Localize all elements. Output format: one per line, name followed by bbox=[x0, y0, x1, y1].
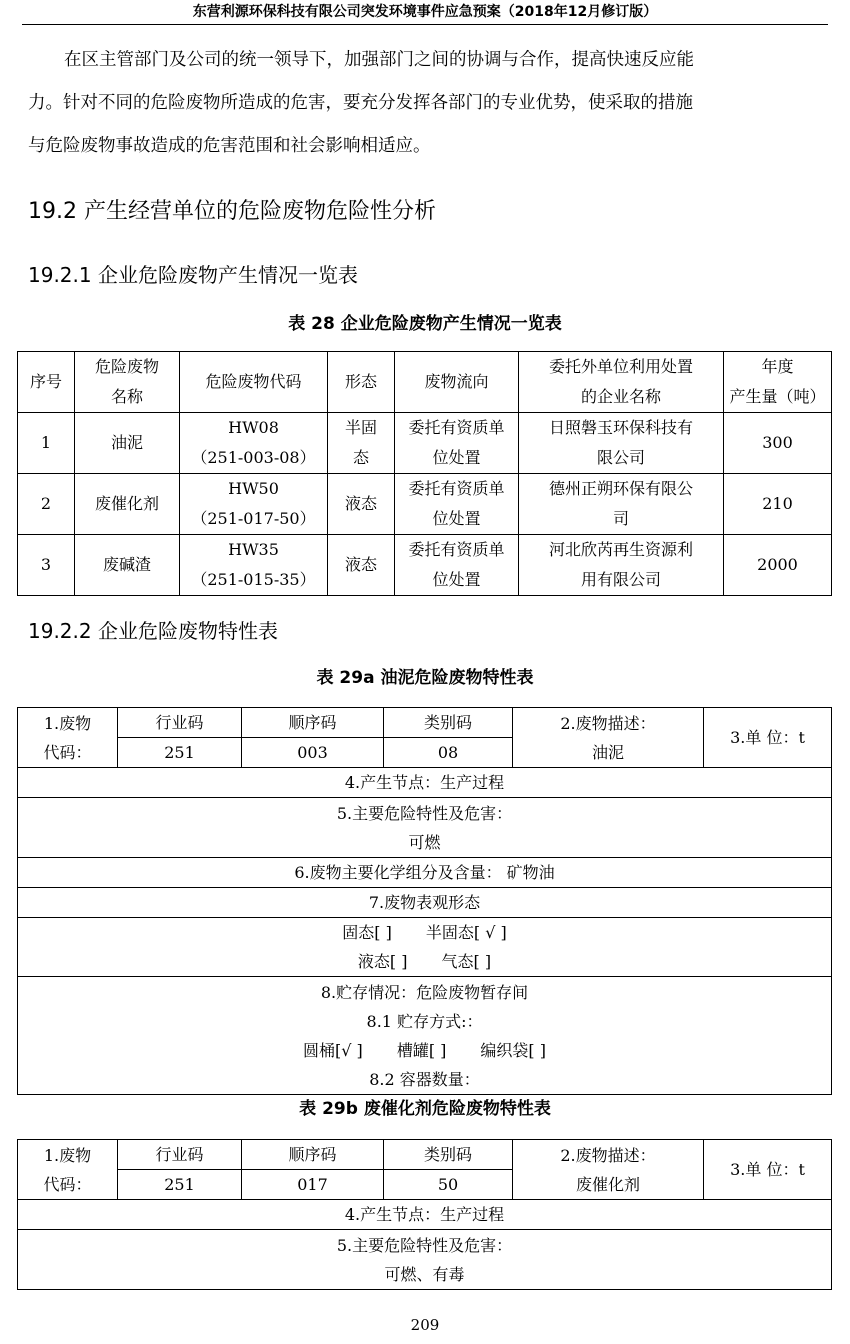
bag-option: 编织袋[ ] bbox=[480, 1040, 546, 1060]
section-heading-19-2-2: 19.2.2 企业危险废物特性表 bbox=[28, 619, 278, 643]
liquid-option: 液态[ ] bbox=[357, 952, 408, 971]
cell-flow: 委托有资质单 位处置 bbox=[395, 474, 519, 535]
table-29a-caption: 表 29a 油泥危险废物特性表 bbox=[316, 668, 534, 688]
header-code: 危险废物代码 bbox=[180, 352, 328, 413]
cell-code: HW35 （251-015-35） bbox=[180, 535, 328, 596]
cell-form: 液态 bbox=[328, 474, 395, 535]
industry-code: 251 bbox=[118, 1170, 242, 1200]
cell-enterprise: 德州正朔环保有限公 司 bbox=[519, 474, 724, 535]
section-heading-19-2: 19.2 产生经营单位的危险废物危险性分析 bbox=[28, 199, 436, 224]
page-number: 209 bbox=[410, 1316, 440, 1334]
cell-enterprise: 日照磐玉环保科技有 限公司 bbox=[519, 413, 724, 474]
tank-option: 槽罐[ ] bbox=[396, 1040, 447, 1060]
table-29b bbox=[17, 1139, 832, 1290]
appearance-form-options bbox=[18, 918, 832, 977]
industry-code-header: 行业码 bbox=[118, 1140, 242, 1170]
table-28 bbox=[17, 351, 832, 596]
intro-line-1: 在区主管部门及公司的统一领导下，加强部门之间的协调与合作，提高快速反应能 bbox=[64, 50, 694, 70]
waste-description: 2.废物描述： 油泥 bbox=[513, 708, 704, 768]
storage-status: 8.贮存情况：危险废物暂存间 bbox=[320, 982, 529, 1002]
category-code: 50 bbox=[384, 1170, 513, 1200]
cell-no: 1 bbox=[18, 413, 75, 474]
cell-form: 液态 bbox=[328, 535, 395, 596]
header-name: 危险废物 名称 bbox=[75, 352, 180, 413]
cell-amount: 300 bbox=[724, 413, 832, 474]
table-row bbox=[18, 474, 832, 535]
storage-cell bbox=[18, 977, 832, 1095]
cell-flow: 委托有资质单 位处置 bbox=[395, 413, 519, 474]
header-enterprise: 委托外单位利用处置 的企业名称 bbox=[519, 352, 724, 413]
cell-enterprise: 河北欣芮再生资源利 用有限公司 bbox=[519, 535, 724, 596]
header-flow: 废物流向 bbox=[395, 352, 519, 413]
waste-code-label: 1.废物 代码： bbox=[18, 1140, 118, 1200]
category-code-header: 类别码 bbox=[384, 708, 513, 738]
storage-mode: 8.1 贮存方式:： bbox=[366, 1011, 483, 1031]
cell-amount: 2000 bbox=[724, 535, 832, 596]
sequence-code-header: 顺序码 bbox=[242, 708, 384, 738]
semisolid-option: 半固态[ √ ] bbox=[425, 923, 507, 942]
unit-cell: 3.单 位：t bbox=[704, 708, 832, 768]
intro-paragraph bbox=[28, 39, 828, 168]
cell-flow: 委托有资质单 位处置 bbox=[395, 535, 519, 596]
industry-code-header: 行业码 bbox=[118, 708, 242, 738]
hazard-cell: 5.主要危险特性及危害： 可燃 bbox=[18, 798, 832, 858]
category-code-header: 类别码 bbox=[384, 1140, 513, 1170]
table-28-caption: 表 28 企业危险废物产生情况一览表 bbox=[288, 314, 562, 334]
cell-code: HW50 （251-017-50） bbox=[180, 474, 328, 535]
table-29a bbox=[17, 707, 832, 1095]
intro-line-2: 力。针对不同的危险废物所造成的危害，要充分发挥各部门的专业优势，使采取的措施 bbox=[28, 93, 693, 113]
header-no: 序号 bbox=[18, 352, 75, 413]
generation-node: 4.产生节点：生产过程 bbox=[18, 1200, 832, 1230]
header-form: 形态 bbox=[328, 352, 395, 413]
appearance-form-label: 7.废物表观形态 bbox=[18, 888, 832, 918]
chemical-composition: 6.废物主要化学组分及含量： 矿物油 bbox=[18, 858, 832, 888]
cell-no: 2 bbox=[18, 474, 75, 535]
table-29b-caption: 表 29b 废催化剂危险废物特性表 bbox=[299, 1099, 551, 1119]
table-28-header-row bbox=[18, 352, 832, 413]
cell-name: 废催化剂 bbox=[75, 474, 180, 535]
barrel-option: 圆桶[√ ] bbox=[303, 1040, 363, 1060]
cell-name: 油泥 bbox=[75, 413, 180, 474]
hazard-cell: 5.主要危险特性及危害： 可燃、有毒 bbox=[18, 1230, 832, 1290]
table-row bbox=[18, 535, 832, 596]
container-count: 8.2 容器数量： bbox=[369, 1069, 480, 1089]
sequence-code-header: 顺序码 bbox=[242, 1140, 384, 1170]
cell-no: 3 bbox=[18, 535, 75, 596]
page-header: 东营利源环保科技有限公司突发环境事件应急预案（2018年12月修订版） bbox=[22, 0, 828, 25]
generation-node: 4.产生节点：生产过程 bbox=[18, 768, 832, 798]
sequence-code: 017 bbox=[242, 1170, 384, 1200]
intro-line-3: 与危险废物事故造成的危害范围和社会影响相适应。 bbox=[28, 136, 431, 156]
cell-code: HW08 （251-003-08） bbox=[180, 413, 328, 474]
solid-option: 固态[ ] bbox=[342, 923, 392, 942]
waste-description: 2.废物描述： 废催化剂 bbox=[513, 1140, 704, 1200]
unit-cell: 3.单 位：t bbox=[704, 1140, 832, 1200]
section-heading-19-2-1: 19.2.1 企业危险废物产生情况一览表 bbox=[28, 263, 358, 287]
industry-code: 251 bbox=[118, 738, 242, 768]
category-code: 08 bbox=[384, 738, 513, 768]
cell-amount: 210 bbox=[724, 474, 832, 535]
table-row bbox=[18, 413, 832, 474]
sequence-code: 003 bbox=[242, 738, 384, 768]
header-amount: 年度 产生量（吨） bbox=[724, 352, 832, 413]
cell-form: 半固 态 bbox=[328, 413, 395, 474]
cell-name: 废碱渣 bbox=[75, 535, 180, 596]
waste-code-label: 1.废物 代码： bbox=[18, 708, 118, 768]
gas-option: 气态[ ] bbox=[441, 952, 492, 971]
